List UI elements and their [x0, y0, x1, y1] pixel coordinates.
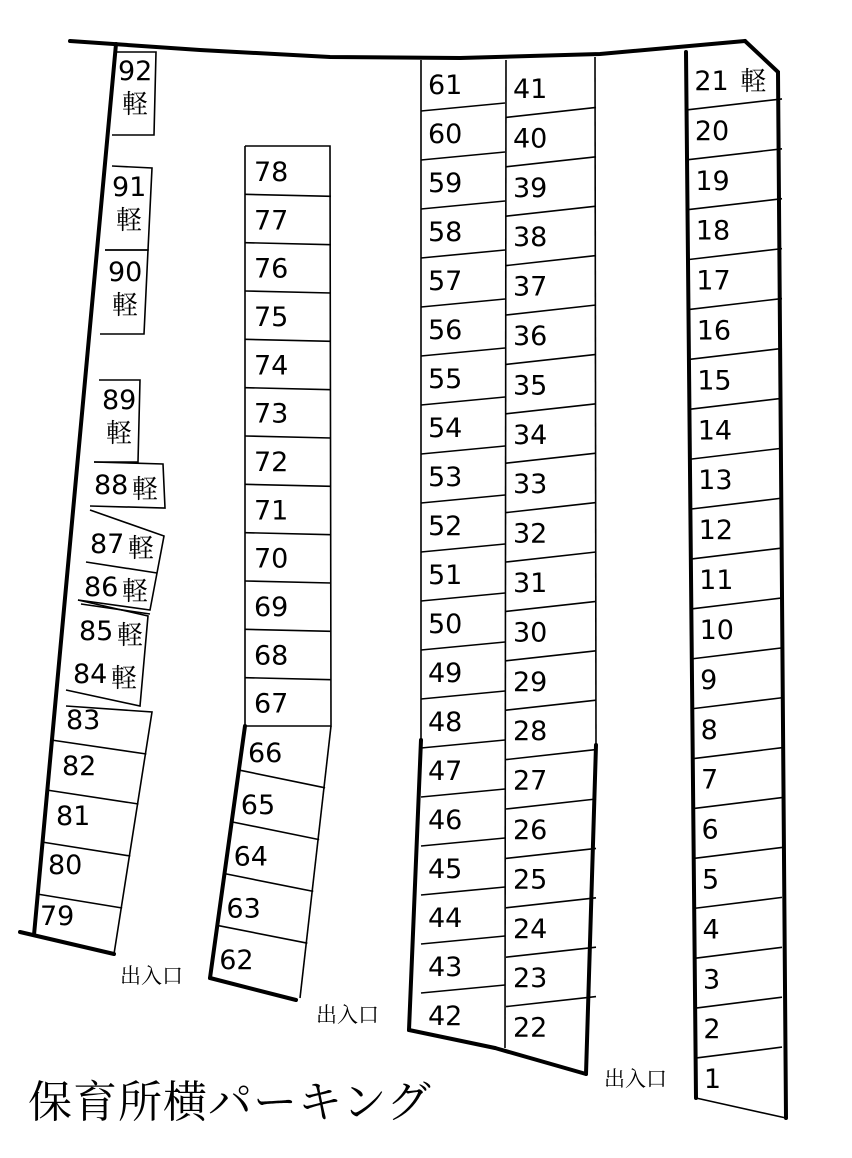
space-32-label: 32 — [513, 518, 548, 550]
space-78-label: 78 — [254, 157, 289, 188]
space-40-label: 40 — [513, 123, 548, 155]
space-34-label: 34 — [513, 419, 548, 451]
space-divider-44 — [421, 936, 505, 944]
space-divider-43 — [421, 985, 505, 993]
space-12-label: 12 — [698, 515, 734, 547]
space-65-label: 65 — [240, 789, 276, 821]
space-88-kei-label: 軽 — [132, 475, 159, 505]
space-divider-26 — [506, 848, 596, 858]
space-81-label: 81 — [56, 801, 91, 832]
space-divider-70 — [245, 581, 331, 583]
space-divider-41 — [506, 107, 596, 117]
space-divider-4 — [695, 947, 782, 958]
column-b-bottom-edge — [210, 978, 296, 1000]
page-title: 保育所横パーキング — [28, 1077, 432, 1128]
space-divider-58 — [421, 250, 505, 258]
space-38-label: 38 — [513, 222, 548, 254]
space-28-label: 28 — [513, 716, 548, 748]
space-71-label: 71 — [254, 495, 289, 527]
space-divider-8 — [693, 748, 782, 759]
space-59-label: 59 — [428, 168, 463, 199]
space-44-label: 44 — [428, 903, 463, 934]
space-divider-37 — [506, 305, 596, 315]
space-divider-31 — [506, 601, 596, 611]
space-divider-10 — [692, 648, 782, 659]
space-89-label: 89 — [102, 385, 137, 416]
space-divider-69 — [245, 629, 331, 631]
space-divider-47 — [421, 789, 505, 797]
space-divider-78 — [245, 194, 331, 196]
space-4-label: 4 — [702, 914, 720, 946]
space-85-label: 85 — [79, 616, 114, 647]
space-divider-60 — [421, 152, 505, 160]
space-26-label: 26 — [513, 815, 548, 846]
column-d-left-edge — [505, 60, 506, 1048]
space-50-label: 50 — [428, 609, 463, 640]
space-16-label: 16 — [696, 315, 732, 347]
space-divider-76 — [245, 291, 331, 293]
space-13-label: 13 — [698, 465, 733, 497]
space-23-label: 23 — [513, 963, 548, 995]
space-divider-52 — [421, 544, 505, 552]
space-85-kei-label: 軽 — [117, 621, 144, 651]
space-10-label: 10 — [699, 614, 734, 646]
space-divider-61 — [421, 103, 505, 111]
space-75-label: 75 — [254, 302, 289, 333]
space-divider-28 — [506, 750, 596, 760]
space-27-label: 27 — [513, 765, 548, 797]
space-63-label: 63 — [226, 893, 261, 925]
entrance-label-center: 出入口 — [316, 1003, 379, 1027]
space-19-label: 19 — [695, 165, 730, 197]
space-48-label: 48 — [428, 707, 463, 738]
space-43-label: 43 — [428, 952, 463, 983]
space-82-label: 82 — [62, 751, 97, 782]
space-divider-25 — [506, 898, 596, 908]
space-9-label: 9 — [700, 664, 718, 696]
space-15-label: 15 — [697, 365, 732, 397]
column-c-bottom-edge — [409, 1030, 495, 1048]
space-47-label: 47 — [428, 756, 463, 787]
column-d-bottom-edge — [495, 1048, 586, 1074]
space-divider-11 — [691, 598, 782, 609]
space-73-label: 73 — [254, 398, 289, 430]
column-d-right-lower-edge — [586, 745, 596, 1074]
space-62-label: 62 — [219, 945, 254, 977]
space-53-label: 53 — [428, 462, 463, 493]
space-88-label: 88 — [94, 470, 129, 501]
space-69-label: 69 — [254, 592, 289, 623]
space-divider-56 — [421, 348, 505, 356]
space-labels — [40, 56, 766, 1095]
entrance-label-left: 出入口 — [120, 964, 183, 988]
space-divider-45 — [421, 887, 505, 895]
space-42-label: 42 — [428, 1001, 463, 1032]
space-divider-54 — [421, 446, 505, 454]
space-divider-75 — [245, 339, 331, 341]
space-5-label: 5 — [701, 864, 720, 896]
space-92-label: 92 — [118, 56, 153, 87]
space-divider-24 — [506, 947, 596, 957]
space-divider-50 — [421, 642, 505, 650]
space-divider-5 — [694, 897, 782, 908]
space-84-label: 84 — [73, 659, 108, 690]
space-68-label: 68 — [254, 640, 289, 672]
space-51-label: 51 — [428, 560, 463, 591]
space-33-label: 33 — [513, 469, 548, 501]
space-divider-64 — [223, 873, 313, 891]
space-divider-34 — [506, 453, 596, 463]
space-77-label: 77 — [254, 205, 289, 237]
space-87-label: 87 — [90, 529, 125, 560]
space-58-label: 58 — [428, 217, 463, 248]
space-3-label: 3 — [702, 964, 721, 996]
space-6-label: 6 — [701, 814, 719, 846]
space-divider-9 — [692, 698, 782, 709]
space-divider-46 — [421, 838, 505, 846]
space-46-label: 46 — [428, 805, 463, 836]
space-divider-59 — [421, 201, 505, 209]
column-a-bottom-edge — [20, 932, 114, 954]
space-36-label: 36 — [513, 321, 548, 352]
space-8-label: 8 — [700, 714, 718, 746]
space-7-label: 7 — [701, 764, 719, 796]
space-54-label: 54 — [428, 413, 463, 444]
space-66-label: 66 — [248, 738, 283, 769]
road-boundary — [70, 41, 745, 58]
space-25-label: 25 — [513, 864, 548, 896]
space-divider-39 — [506, 206, 596, 216]
space-17-label: 17 — [696, 265, 731, 297]
column-b-right-lower-edge — [300, 726, 331, 998]
space-divider-40 — [506, 157, 596, 167]
space-20-label: 20 — [694, 115, 730, 147]
space-67-label: 67 — [254, 688, 289, 720]
space-89-kei-label: 軽 — [106, 419, 133, 449]
space-divider-71 — [245, 533, 331, 535]
space-divider-30 — [506, 651, 596, 661]
space-2-label: 2 — [703, 1014, 721, 1046]
space-83-label: 83 — [66, 705, 101, 736]
space-divider-35 — [506, 404, 596, 414]
space-55-label: 55 — [428, 364, 463, 395]
space-divider-55 — [421, 397, 505, 405]
column-e-bottom-edge — [696, 1098, 786, 1118]
space-divider-66 — [238, 770, 325, 788]
space-divider-77 — [245, 243, 331, 245]
space-divider-16 — [689, 348, 782, 359]
space-divider-15 — [689, 398, 782, 409]
space-divider-65 — [231, 822, 320, 840]
space-divider-12 — [691, 548, 782, 559]
space-37-label: 37 — [513, 271, 548, 303]
space-divider-20 — [687, 149, 782, 160]
space-39-label: 39 — [513, 172, 548, 204]
space-57-label: 57 — [428, 266, 463, 297]
space-divider-23 — [506, 997, 596, 1007]
space-22-label: 22 — [513, 1012, 548, 1044]
space-45-label: 45 — [428, 854, 463, 885]
space-divider-7 — [693, 798, 782, 809]
entrance-label-right: 出入口 — [604, 1067, 667, 1091]
space-29-label: 29 — [513, 666, 548, 698]
space-74-label: 74 — [254, 350, 289, 382]
column-c-left-lower-edge — [409, 740, 421, 1030]
space-18-label: 18 — [695, 215, 731, 247]
space-divider-21 — [686, 99, 782, 110]
space-60-label: 60 — [428, 119, 463, 150]
space-92-kei-label: 軽 — [122, 90, 149, 120]
space-divider-6 — [694, 847, 782, 858]
space-90-kei-label: 軽 — [112, 291, 139, 321]
space-divider-74 — [245, 388, 331, 390]
space-divider-13 — [690, 498, 782, 509]
space-70-label: 70 — [254, 543, 289, 575]
space-divider-2 — [696, 1047, 782, 1058]
space-divider-18 — [688, 249, 782, 260]
space-divider-49 — [421, 691, 505, 699]
space-31-label: 31 — [513, 568, 548, 599]
space-divider-36 — [506, 354, 596, 364]
space-84-kei-label: 軽 — [111, 664, 138, 694]
space-56-label: 56 — [428, 315, 463, 346]
space-30-label: 30 — [513, 617, 548, 649]
space-divider-57 — [421, 299, 505, 307]
space-1-label: 1 — [703, 1064, 722, 1096]
space-80-label: 80 — [48, 850, 83, 881]
space-41-label: 41 — [513, 74, 548, 105]
space-divider-27 — [506, 799, 596, 809]
space-79-label: 79 — [40, 901, 75, 932]
space-72-label: 72 — [254, 447, 289, 478]
space-divider-38 — [506, 256, 596, 266]
space-11-label: 11 — [699, 565, 734, 597]
space-divider-19 — [687, 199, 782, 210]
space-52-label: 52 — [428, 511, 463, 542]
space-86-label: 86 — [84, 572, 119, 603]
space-divider-33 — [506, 503, 596, 513]
space-91-label: 91 — [112, 172, 147, 203]
column-d-right-upper-edge — [595, 57, 596, 745]
space-61-label: 61 — [428, 70, 463, 101]
space-divider-48 — [421, 740, 505, 748]
space-divider-63 — [216, 925, 307, 943]
space-divider-72 — [245, 484, 331, 486]
space-49-label: 49 — [428, 658, 463, 689]
space-divider-17 — [688, 299, 782, 310]
space-divider-68 — [245, 678, 331, 680]
space-divider-51 — [421, 593, 505, 601]
space-21-label: 21 — [694, 66, 729, 97]
space-14-label: 14 — [697, 415, 733, 447]
space-90-label: 90 — [108, 257, 143, 288]
space-64-label: 64 — [233, 841, 268, 873]
space-divider-53 — [421, 495, 505, 503]
space-91-kei-label: 軽 — [116, 206, 143, 236]
space-86-kei-label: 軽 — [122, 577, 149, 607]
space-76-label: 76 — [254, 253, 289, 285]
space-87-kei-label: 軽 — [128, 534, 155, 564]
space-divider-14 — [690, 448, 782, 459]
space-35-label: 35 — [513, 370, 548, 402]
space-divider-3 — [695, 997, 782, 1008]
space-24-label: 24 — [513, 913, 548, 945]
space-divider-32 — [506, 552, 596, 562]
space-21-kei-label: 軽 — [740, 67, 767, 97]
space-divider-73 — [245, 436, 331, 438]
space-divider-29 — [506, 700, 596, 710]
